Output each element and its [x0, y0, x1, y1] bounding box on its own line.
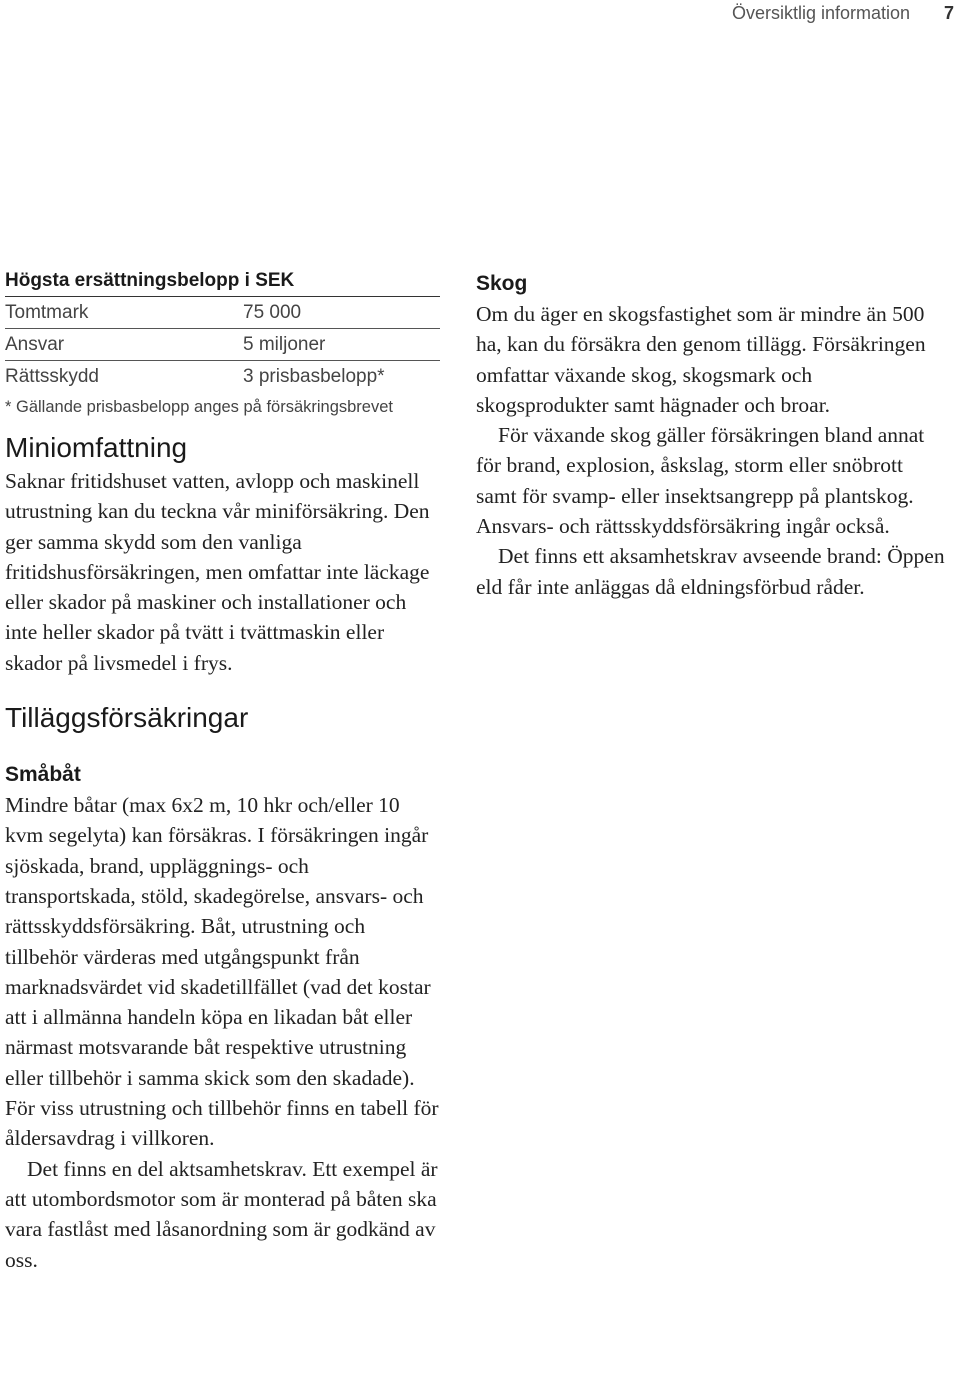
- smabat-paragraph-2: Det finns en del aktsamhetskrav. Ett exempel är att utombordsmotor som är monterad på båten ska vara fastlåst med låsanordning som är godkänd av oss.: [5, 1156, 438, 1272]
- miniomfattning-section: [5, 430, 440, 678]
- page-header: [0, 3, 960, 29]
- miniomfattning-text: Saknar fritidshuset vatten, avlopp och maskinell utrustning kan du teckna vår miniförsäkring. Den ger samma skydd som den vanliga fritidshusförsäkringen, men omfattar inte läckage eller skador på maskiner och installationer och inte heller skador på tvätt i tvättmaskin eller skador på livsmedel i frys.: [5, 469, 430, 675]
- skog-paragraph-1: Om du äger en skogsfastighet som är mindre än 500 ha, kan du försäkra den genom tillägg. Försäkringen omfattar växande skog, skogsmark och skogsprodukter samt hägnader och broar.: [476, 302, 926, 417]
- header-title: Översiktlig information: [731, 3, 910, 23]
- smabat-title: Småbåt: [5, 763, 81, 787]
- row-label: Ansvar: [5, 333, 65, 355]
- smabat-paragraph-1: Mindre båtar (max 6x2 m, 10 hkr och/eller 10 kvm segelyta) kan försäkras. I försäkringen ingår sjöskada, brand, uppläggnings- och transportskada, stöld, skadegörelse, ansvars- och rättsskyddsförsäkring. Båt, utrustning och tillbehör värderas med utgångspunkt från marknadsvärdet vid skadetillfället (vad det kostar att i allmänna handeln köpa en likadan båt eller närmast motsvarande båt respektive utrustning eller tillbehör i samma skick som den skadade). För viss utrustning och tillbehör finns en tabell för åldersavdrag i villkoren.: [5, 793, 439, 1151]
- right-column: [476, 269, 946, 602]
- table-footnote: * Gällande prisbasbelopp anges på försäkringsbrevet: [5, 398, 393, 416]
- miniomfattning-title: Miniomfattning: [5, 432, 188, 463]
- compensation-table: [5, 266, 440, 422]
- left-column: [5, 266, 440, 1275]
- row-value: 75 000: [243, 301, 302, 323]
- skog-title: Skog: [476, 272, 528, 295]
- tillagg-title: Tilläggsförsäkringar: [5, 702, 249, 734]
- tillagg-section: [5, 700, 440, 736]
- skog-paragraph-2: För växande skog gäller försäkringen bland annat för brand, explosion, åskslag, storm eller snöbrott samt för svamp- eller insektsangrepp på plantskog. Ansvars- och rättsskyddsförsäkring ingår också.: [476, 423, 925, 539]
- table-row: [5, 361, 440, 392]
- table-row: [5, 297, 440, 329]
- table-row: [5, 329, 440, 361]
- table-heading: Högsta ersättningsbelopp i SEK: [5, 266, 440, 297]
- smabat-section: [5, 760, 440, 1275]
- page-number: 7: [943, 3, 954, 23]
- skog-paragraph-3: Det finns ett aksamhetskrav avseende brand: Öppen eld får inte anläggas då eldningsförbud råder.: [476, 544, 945, 599]
- row-label: Tomtmark: [5, 301, 89, 323]
- row-value: 3 prisbasbelopp*: [243, 365, 385, 387]
- row-value: 5 miljoner: [243, 333, 326, 355]
- row-label: Rättsskydd: [5, 365, 99, 387]
